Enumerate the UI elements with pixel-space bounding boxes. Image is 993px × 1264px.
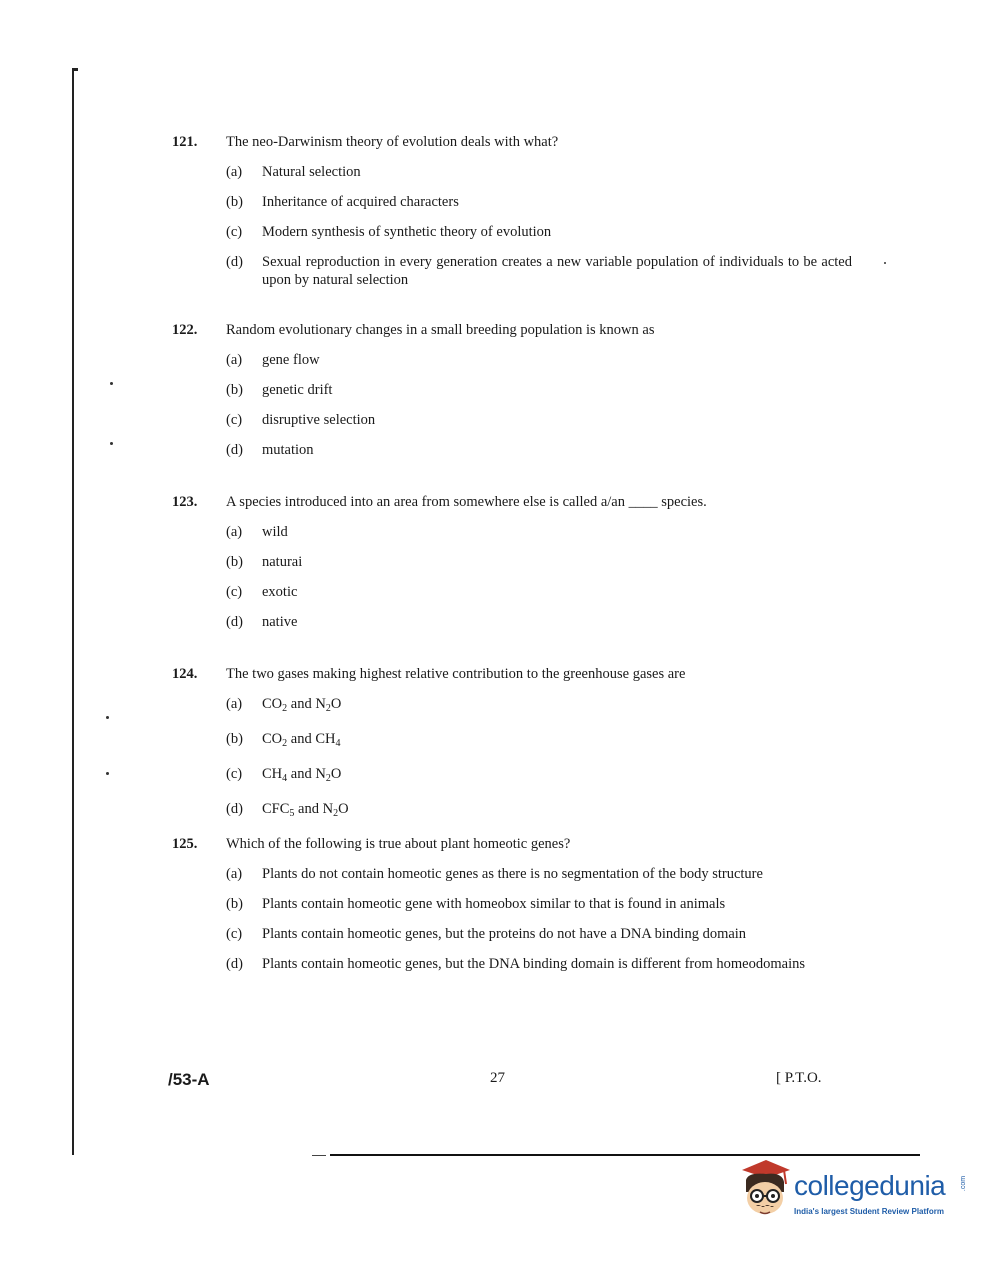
option-text: exotic: [262, 584, 298, 600]
subscript: 4: [282, 773, 288, 784]
option-label: (c): [226, 926, 243, 942]
option-label: (d): [226, 956, 243, 972]
scan-speck: [106, 716, 109, 719]
question-number: 123.: [172, 494, 198, 510]
option-text: Plants contain homeotic genes, but the proteins do not have a DNA binding domain: [262, 926, 747, 942]
option-text: Natural selection: [262, 164, 361, 180]
option-c: [226, 765, 852, 788]
subscript: 2: [282, 703, 288, 714]
option-a: [226, 865, 852, 883]
logo-tagline: India's largest Student Review Platform: [794, 1207, 944, 1216]
scan-speck: [884, 262, 886, 264]
option-b: [226, 553, 852, 571]
question-number: 121.: [172, 134, 198, 150]
option-d: [226, 253, 852, 289]
option-label: (c): [226, 224, 243, 240]
option-label: (a): [226, 524, 243, 540]
option-label: (b): [226, 731, 243, 747]
option-formula: $CFC_5$ and $N_2O$: [262, 801, 349, 819]
option-a: [226, 695, 852, 718]
please-turn-over: [ P.T.O.: [776, 1070, 822, 1086]
option-text: gene flow: [262, 352, 320, 368]
option-text: Inheritance of acquired characters: [262, 194, 459, 210]
paper-code: /53-A: [168, 1070, 210, 1089]
logo-suffix: .com: [960, 1175, 968, 1192]
footer-rule-dash: [312, 1155, 326, 1156]
collegedunia-logo: [736, 1158, 966, 1228]
option-text: Plants contain homeotic genes, but the DNA binding domain is different from homeodomains: [262, 956, 805, 972]
option-text: Plants do not contain homeotic genes as there is no segmentation of the body structure: [262, 866, 763, 882]
option-text: wild: [262, 524, 288, 540]
option-label: (c): [226, 584, 243, 600]
option-label: (b): [226, 554, 243, 570]
option-label: (d): [226, 442, 243, 458]
question-number: 124.: [172, 666, 198, 682]
option-label: (a): [226, 696, 243, 712]
option-a: [226, 163, 852, 181]
scan-speck: [106, 772, 109, 775]
option-label: (b): [226, 896, 243, 912]
footer-rule: [330, 1154, 920, 1156]
option-text: naturai: [262, 554, 303, 570]
option-b: [226, 193, 852, 211]
subscript: 4: [335, 738, 341, 749]
option-b: [226, 381, 852, 399]
question-122: [172, 322, 852, 459]
question-text: Random evolutionary changes in a small breeding population is known as: [226, 322, 655, 338]
student-mascot-icon: [736, 1158, 792, 1222]
question-text: A species introduced into an area from somewhere else is called a/an ____ species.: [226, 494, 707, 510]
option-text: native: [262, 614, 298, 630]
option-text: disruptive selection: [262, 412, 376, 428]
option-label: (d): [226, 801, 243, 817]
question-121: [172, 134, 852, 289]
scan-speck: [110, 382, 113, 385]
option-label: (b): [226, 194, 243, 210]
option-d: [226, 800, 852, 823]
option-d: [226, 613, 852, 631]
question-text: The neo-Darwinism theory of evolution deals with what?: [226, 134, 559, 150]
option-label: (c): [226, 412, 243, 428]
subscript: 2: [325, 703, 331, 714]
question-123: [172, 494, 852, 631]
option-text: Plants contain homeotic gene with homeobox similar to that is found in animals: [262, 896, 726, 912]
question-number: 125.: [172, 836, 198, 852]
option-formula: $CO_2$ and $CH_4$: [262, 731, 341, 749]
option-label: (b): [226, 382, 243, 398]
option-c: [226, 583, 852, 601]
subscript: 5: [289, 808, 295, 819]
scan-speck: [110, 442, 113, 445]
option-c: [226, 925, 852, 943]
option-formula: $CH_4$ and $N_2O$: [262, 766, 342, 784]
option-label: (c): [226, 766, 243, 782]
subscript: 2: [282, 738, 288, 749]
question-124: [172, 666, 852, 823]
option-label: (d): [226, 254, 243, 270]
option-text: Sexual reproduction in every generation creates a new variable population of individuals to be acted upon by natural selection: [262, 254, 852, 288]
option-label: (a): [226, 164, 243, 180]
option-text: mutation: [262, 442, 314, 458]
option-label: (a): [226, 866, 243, 882]
option-text: genetic drift: [262, 382, 333, 398]
option-label: (d): [226, 614, 243, 630]
option-c: [226, 411, 852, 429]
question-text: The two gases making highest relative contribution to the greenhouse gases are: [226, 666, 686, 682]
question-number: 122.: [172, 322, 198, 338]
question-125: [172, 836, 852, 973]
scan-edge-line: [72, 70, 74, 1155]
option-formula: $CO_2$ and $N_2O$: [262, 696, 342, 714]
option-label: (a): [226, 352, 243, 368]
option-a: [226, 523, 852, 541]
subscript: 2: [325, 773, 331, 784]
option-b: [226, 730, 852, 753]
option-d: [226, 441, 852, 459]
page-number: 27: [490, 1070, 505, 1086]
question-text: Which of the following is true about plant homeotic genes?: [226, 836, 571, 852]
option-c: [226, 223, 852, 241]
option-a: [226, 351, 852, 369]
option-d: [226, 955, 852, 973]
subscript: 2: [333, 808, 339, 819]
option-b: [226, 895, 852, 913]
logo-wordmark: collegedunia: [794, 1170, 946, 1201]
option-text: Modern synthesis of synthetic theory of evolution: [262, 224, 552, 240]
